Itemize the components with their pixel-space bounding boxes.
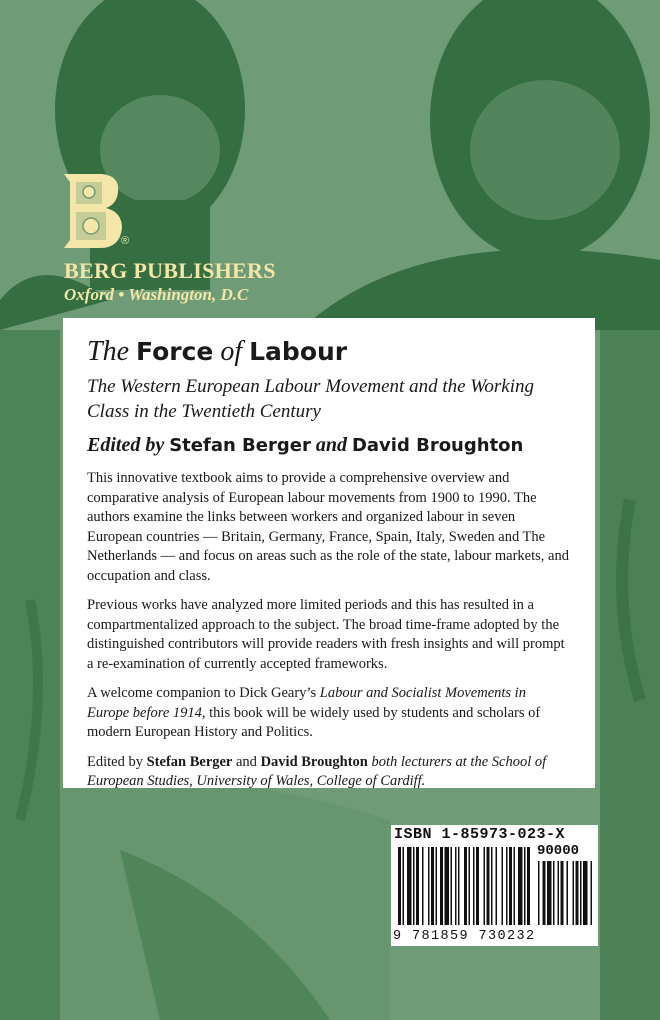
p3-text-a: A welcome companion to Dick Geary’s: [87, 685, 320, 701]
p4-editor-2: David Broughton: [260, 753, 368, 770]
p4-editor-1: Stefan Berger: [146, 753, 233, 770]
p4-affiliation: both lecturers at the School of European Studies, University of Wales, College of Cardiff.: [87, 753, 547, 789]
blurb-paragraph-4: [87, 753, 571, 792]
barcode-addon-bar: [558, 861, 560, 925]
barcode-bar: [451, 847, 453, 925]
p4-and: and: [232, 753, 261, 770]
blurb-panel: [63, 318, 595, 788]
barcode-addon-bar: [538, 861, 540, 925]
price-code: 90000: [537, 843, 580, 859]
editors-line: [87, 432, 571, 459]
barcode-addon-bar: [583, 861, 588, 925]
title-word-labour: Labour: [249, 337, 348, 366]
barcode-bar: [398, 847, 401, 925]
title-word-of: of: [220, 336, 243, 367]
title-word-force: Force: [136, 337, 214, 366]
barcode-bar: [469, 847, 471, 925]
barcode-bar: [518, 847, 523, 925]
barcode-bar: [422, 847, 424, 925]
barcode-bar: [416, 847, 419, 925]
barcode-addon-bar: [553, 861, 555, 925]
berg-publishers-logo: [62, 170, 124, 250]
barcode-bar: [506, 847, 508, 925]
blurb-paragraph-3: [87, 684, 571, 743]
registered-trademark-mark: ®: [121, 235, 130, 247]
barcode-addon-bar: [567, 861, 569, 925]
barcode-bar: [431, 847, 434, 925]
barcode-bar: [458, 847, 460, 925]
barcode-bar: [413, 847, 415, 925]
barcode-addon-bar: [543, 861, 546, 925]
barcode-bar: [440, 847, 443, 925]
barcode-bar: [476, 847, 479, 925]
editor-name-2: David Broughton: [351, 435, 524, 456]
barcode-bar: [484, 847, 486, 925]
barcode-addon-bar: [547, 861, 552, 925]
book-subtitle: The Western European Labour Movement and the Working Class in the Twentieth Century: [87, 376, 534, 422]
blurb-paragraph-2: Previous works have analyzed more limited periods and this has resulted in a compartmentalized approach to the subject. The broad time-frame adopted by the distinguished contributors will provide readers with fresh insights and will prompt a re-examination of currently accepted frameworks.: [87, 597, 565, 672]
barcode-bar: [403, 847, 405, 925]
barcode-bar: [524, 847, 526, 925]
barcode-bar: [487, 847, 490, 925]
barcode-addon-bar: [561, 861, 564, 925]
barcode-bar: [407, 847, 412, 925]
isbn-number: ISBN 1-85973-023-X: [394, 826, 566, 843]
barcode-bar: [509, 847, 512, 925]
publisher-name: BERG PUBLISHERS: [64, 258, 276, 283]
barcode-bar: [473, 847, 475, 925]
barcode-bar: [455, 847, 457, 925]
barcode-bar: [502, 847, 504, 925]
barcode-bars: [396, 845, 594, 929]
barcode-bar: [491, 847, 493, 925]
barcode-bar: [496, 847, 498, 925]
book-title: [87, 336, 571, 368]
publisher-locations: Oxford • Washington, D.C: [64, 285, 249, 304]
barcode-addon-bar: [591, 861, 593, 925]
editors-and: and: [315, 434, 347, 456]
editor-name-1: Stefan Berger: [169, 435, 311, 456]
barcode-bar: [428, 847, 430, 925]
barcode-bar: [436, 847, 438, 925]
title-word-the: The: [87, 336, 129, 367]
barcode-addon-bar: [576, 861, 579, 925]
barcode-addon-bar: [573, 861, 575, 925]
p3-text-b: , this book will be widely used by students and scholars of modern European History and Politics.: [87, 704, 541, 740]
p3-book-title: Labour and Socialist Movements in Europe before 1914: [87, 685, 526, 721]
barcode-bar: [514, 847, 516, 925]
edited-by-label: Edited by: [87, 434, 165, 456]
barcode-addon-bar: [580, 861, 582, 925]
barcode-bar: [445, 847, 450, 925]
barcode-bar: [464, 847, 467, 925]
ean-number: 9 781859 730232: [393, 929, 536, 944]
blurb-paragraph-1: This innovative textbook aims to provide a comprehensive overview and comparative analysis of European labour movements from 1900 to 1990. The authors examine the links between workers and organized labour in seven European countries — Britain, Germany, France, Spain, Italy, Sweden and The Netherlands — and focus on areas such as the role of the state, labour markets, and occupation and class.: [87, 470, 569, 584]
barcode-bar: [527, 847, 530, 925]
p4-edited-by: Edited by: [87, 753, 147, 770]
